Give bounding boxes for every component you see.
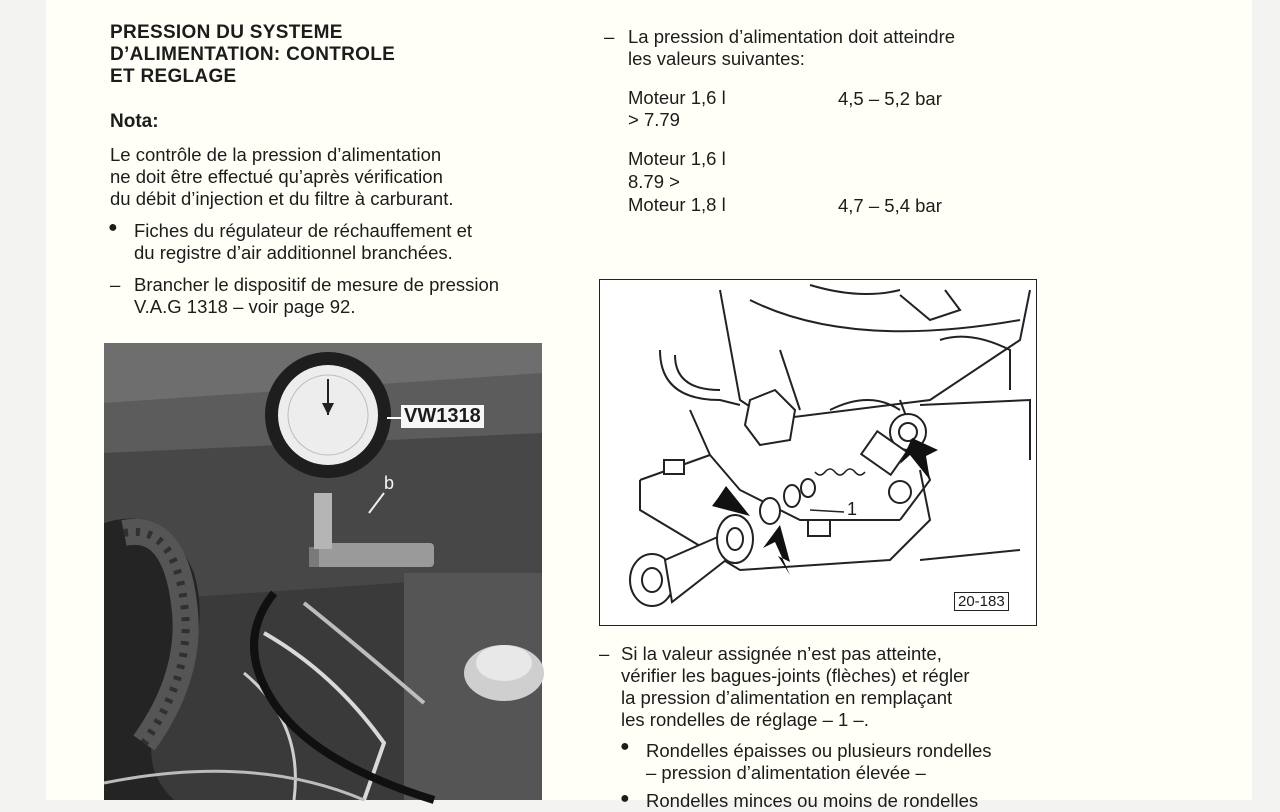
intro-line-2: les valeurs suivantes: <box>628 48 805 69</box>
nota-label: Nota: <box>110 111 159 132</box>
washer-bullet-2-partial: Rondelles minces ou moins de rondelles <box>646 790 979 811</box>
adjustment-text <box>621 643 970 731</box>
bullet-item <box>134 220 472 264</box>
value-engine-3: Moteur 1,8 l <box>628 194 726 215</box>
value-engine-1: Moteur 1,6 l <box>628 87 726 108</box>
regulator-diagram-drawing <box>600 280 1036 625</box>
heading-line-3: ET REGLAGE <box>110 66 237 87</box>
right-dash-icon: – <box>604 26 615 47</box>
dash-line-1: Brancher le dispositif de mesure de pression <box>134 274 500 295</box>
regulator-diagram <box>599 279 1037 626</box>
nota-line-2: ne doit être effectué qu’après vérification <box>110 166 443 187</box>
section-heading <box>110 22 395 88</box>
value-pressure-3: 4,7 – 5,4 bar <box>838 195 942 216</box>
value-note-1: > 7.79 <box>628 109 680 130</box>
value-engine-2: Moteur 1,6 l <box>628 148 726 169</box>
washer-bullet-1-line-2: – pression d’alimentation élevée – <box>646 762 926 783</box>
adjustment-line-3: la pression d’alimentation en remplaçant <box>621 687 953 708</box>
part-label-1: 1 <box>847 499 858 519</box>
bullet-line-2: du registre d’air additionnel branchées. <box>134 242 453 263</box>
adjustment-line-4: les rondelles de réglage – 1 –. <box>621 709 869 730</box>
bullet-icon-2: ● <box>620 738 630 755</box>
bullet-icon: ● <box>108 219 118 236</box>
heading-line-2: D’ALIMENTATION: CONTROLE <box>110 44 396 65</box>
adjustment-line-1: Si la valeur assignée n’est pas atteinte, <box>621 643 942 664</box>
gauge-label: VW1318 <box>401 405 484 428</box>
bullet-icon-3: ● <box>620 790 630 807</box>
dash-line-2: V.A.G 1318 – voir page 92. <box>134 296 356 317</box>
dash-icon: – <box>110 274 121 295</box>
engine-photo <box>104 343 542 800</box>
washer-bullet-1 <box>646 740 992 784</box>
heading-line-1: PRESSION DU SYSTEME <box>110 22 343 43</box>
after-dash-icon: – <box>599 643 610 664</box>
document-page <box>46 0 1252 811</box>
intro-line-1: La pression d’alimentation doit atteindre <box>628 26 956 47</box>
nota-line-1: Le contrôle de la pression d’alimentation <box>110 144 442 165</box>
dash-item <box>134 274 499 318</box>
value-note-2: 8.79 > <box>628 171 680 192</box>
washer-bullet-1-line-1: Rondelles épaisses ou plusieurs rondelles <box>646 740 992 761</box>
figure-reference: 20-183 <box>954 592 1009 611</box>
bullet-line-1: Fiches du régulateur de réchauffement et <box>134 220 473 241</box>
value-pressure-1: 4,5 – 5,2 bar <box>838 88 942 109</box>
nota-text <box>110 144 454 210</box>
nota-line-3: du débit d’injection et du filtre à carburant. <box>110 188 454 209</box>
photo-label-b: b <box>384 473 395 493</box>
intro-text <box>628 26 955 70</box>
adjustment-line-2: vérifier les bagues-joints (flèches) et régler <box>621 665 970 686</box>
